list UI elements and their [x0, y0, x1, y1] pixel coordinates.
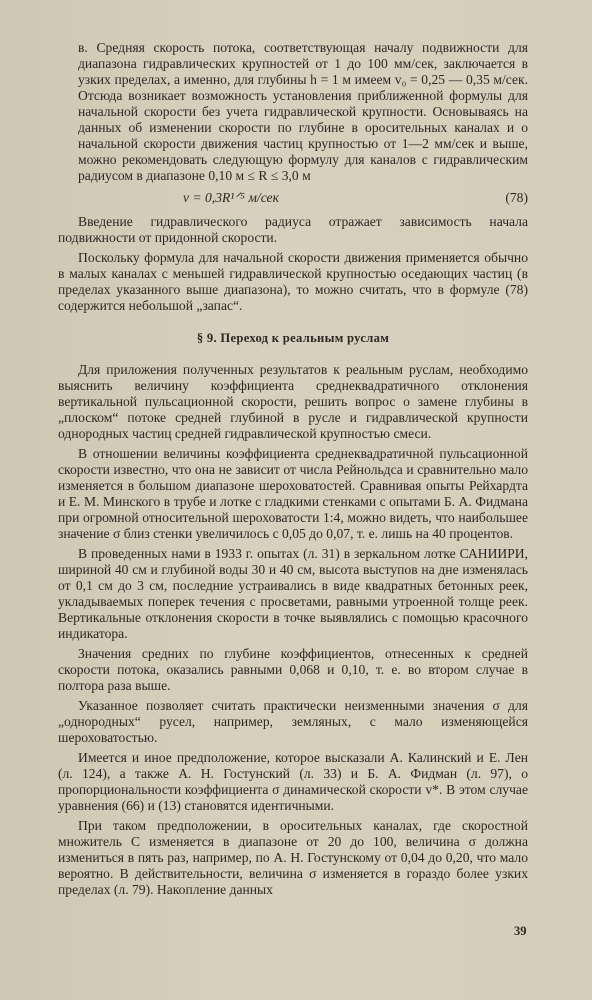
- paragraph: Введение гидравлического радиуса отражает зависимость начала подвижности от придонной скорости.: [58, 214, 528, 245]
- paragraph: Значения средних по глубине коэффициентов, отнесенных к средней скорости потока, оказались равными 0,068 и 0,10, т. е. во втором случае в полтора раза выше.: [58, 646, 528, 693]
- paragraph-v: в. Средняя скорость потока, соответствующая началу подвижности для диапазона гидравлических крупностей от 1 до 100 мм/сек, заключается в узких пределах, а именно, для глубины h = 1 м имеем v₀ = 0,25 — 0,35 м/сек. Отсюда возникает возможность установления приближенной формулы для начальной скорости без учета гидравлической крупности. Основываясь на данных об изменении скорости по глубине в оросительных каналах и о начальной скорости движения частиц крупностью от 1—2 мм/сек и выше, можно рекомендовать следующую формулу для каналов с гидравлическим радиусом в диапазоне 0,10 м ≤ R ≤ 3,0 м: [78, 40, 528, 183]
- formula-78: [58, 190, 528, 206]
- paragraph: В проведенных нами в 1933 г. опытах (л. 31) в зеркальном лотке САНИИРИ, шириной 40 см и глубиной воды 30 и 40 см, высота выступов на дне изменялась от 0,1 см до 3 см, последние устраивались в виде квадратных бетонных реек, укладываемых поперек течения с просветами, равными утроенной толще реек. Вертикальные отклонения скорости в точке выявлялись с помощью красочного индикатора.: [58, 546, 528, 641]
- paragraph: Имеется и иное предположение, которое высказали А. Калинский и Е. Лен (л. 124), а также А. Н. Гостунский (л. 33) и Б. А. Фидман (л. 97), о пропорциональности коэффициента σ динамической скорости v*. В этом случае уравнения (66) и (13) становятся идентичными.: [58, 750, 528, 813]
- paragraph: При таком предположении, в оросительных каналах, где скоростной множитель C изменяется в диапазоне от 20 до 100, величина σ должна измениться в пять раз, например, по А. Н. Гостунскому от 0,04 до 0,20, что мало вероятно. В действительности, величина σ изменяется в гораздо более узких пределах (л. 79). Накопление данных: [58, 818, 528, 897]
- section-heading: § 9. Переход к реальным руслам: [196, 331, 390, 345]
- formula-number: (78): [505, 190, 528, 205]
- formula-expression: v = 0,3R¹ᐟ⁵ м/сек: [183, 190, 279, 205]
- page-number: 39: [514, 924, 527, 938]
- paragraph: Указанное позволяет считать практически неизменными значения σ для „однородных“ русел, например, земляных, с мало изменяющейся шероховатостью.: [58, 698, 528, 745]
- paragraph: В отношении величины коэффициента среднеквадратичной пульсационной скорости известно, что она не зависит от числа Рейнольдса и сравнительно мало изменяется в большом диапазоне шероховатостей. Сравнивая опыты Рейхардта и Е. М. Минского в трубе и лотке с гладкими стенками с опытами Б. А. Фидмана при огромной относительной шероховатости 1:4, можно видеть, что наибольшее значение σ близ стенки увеличилось с 0,05 до 0,07, т. е. лишь на 40 процентов.: [58, 446, 528, 541]
- text-column: [58, 40, 528, 902]
- paragraph: Для приложения полученных результатов к реальным руслам, необходимо выяснить величину коэффициента среднеквадратичного отклонения вертикальной пульсационной скорости, решить вопрос о замене глубины в „плоском“ потоке средней глубиной в русле и гидравлической крупности однородных частиц средней гидравлической крупностью смеси.: [58, 362, 528, 441]
- paragraph: Поскольку формула для начальной скорости движения применяется обычно в малых каналах с меньшей гидравлической крупностью оседающих частиц (в пределах указанного выше диапазона), то можно считать, что в формуле (78) содержится небольшой „запас“.: [58, 250, 528, 313]
